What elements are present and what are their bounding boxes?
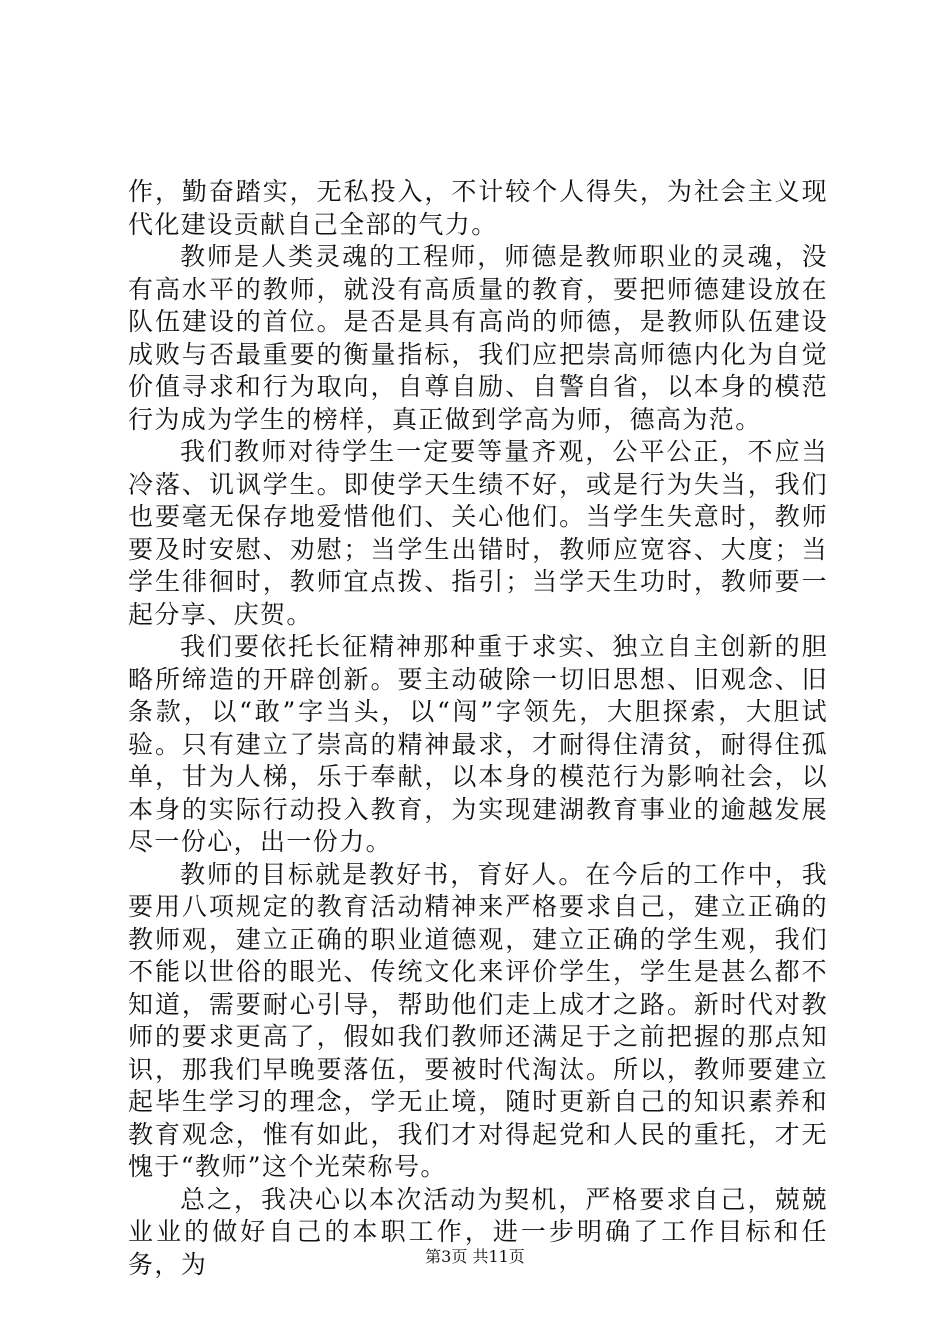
- paragraph-treat-students: 我们教师对待学生一定要等量齐观，公平公正，不应当冷落、讥讽学生。即使学天生绩不好，或是行为失当，我们也要毫无保存地爱惜他们、关心他们。当学生失意时，教师要及时安慰、劝慰；当学生出错时，教师应宽容、大度；当学生徘徊时，教师宜点拨、指引；当学天生功时，教师要一起分享、庆贺。: [128, 437, 828, 629]
- paragraph-teacher-ethics: 教师是人类灵魂的工程师，师德是教师职业的灵魂，没有高水平的教师，就没有高质量的教育，要把师德建设放在队伍建设的首位。是否是具有高尚的师德，是教师队伍建设成败与否最重要的衡量指标，我们应把崇高师德内化为自觉价值寻求和行为取向，自尊自励、自警自省，以本身的模范行为成为学生的榜样，真正做到学高为师，德高为范。: [128, 242, 828, 434]
- paragraph-conclusion: 总之，我决心以本次活动为契机，严格要求自己，兢兢业业的做好自己的本职工作，进一步明确了工作目标和任务，为: [128, 1184, 828, 1279]
- page-number-footer: 第3页 共11页: [425, 1247, 525, 1266]
- paragraph-teacher-goal: 教师的目标就是教好书，育好人。在今后的工作中，我要用八项规定的教育活动精神来严格要求自己，建立正确的教师观，建立正确的职业道德观，建立正确的学生观，我们不能以世俗的眼光、传统文化来评价学生，学生是甚么都不知道，需要耐心引导，帮助他们走上成才之路。新时代对教师的要求更高了，假如我们教师还满足于之前把握的那点知识，那我们早晚要落伍，要被时代淘汰。所以，教师要建立起毕生学习的理念，学无止境，随时更新自己的知识素养和教育观念，惟有如此，我们才对得起党和人民的重托，才无愧于“教师”这个光荣称号。: [128, 859, 828, 1181]
- paragraph-continuation: 作，勤奋踏实，无私投入，不计较个人得失，为社会主义现代化建设贡献自己全部的气力。: [128, 177, 828, 239]
- paragraph-long-march-spirit: 我们要依托长征精神那种重于求实、独立自主创新的胆略所缔造的开辟创新。要主动破除一切旧思想、旧观念、旧条款，以“敢”字当头，以“闯”字领先，大胆探索，大胆试验。只有建立了崇高的精神最求，才耐得住清贫，耐得住孤单，甘为人梯，乐于奉献，以本身的模范行为影响社会，以本身的实际行动投入教育，为实现建湖教育事业的逾越发展尽一份心，出一份力。: [128, 632, 828, 856]
- document-body: [128, 176, 828, 1281]
